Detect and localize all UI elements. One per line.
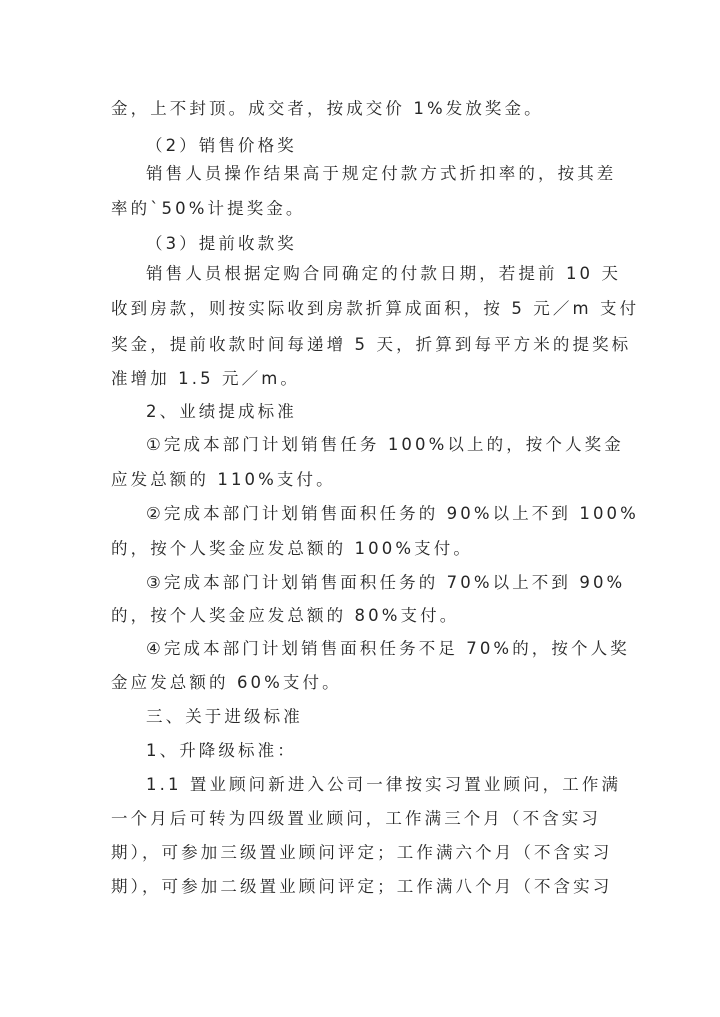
text-line: 的，按个人奖金应发总额的 80%支付。 [111, 606, 460, 625]
text-line: ③完成本部门计划销售面积任务的 70%以上不到 90% [146, 573, 626, 592]
text-line: 的，按个人奖金应发总额的 100%支付。 [111, 539, 473, 558]
text-line: 应发总额的 110%支付。 [111, 470, 336, 489]
text-line: 收到房款，则按实际收到房款折算成面积，按 5 元／m 支付 [111, 299, 640, 318]
section-heading: （3）提前收款奖 [146, 234, 297, 253]
text-line: 期），可参加三级置业顾问评定；工作满六个月（不含实习 [111, 843, 613, 862]
text-line: 奖金，提前收款时间每递增 5 天，折算到每平方米的提奖标 [111, 335, 632, 354]
text-line: 期），可参加二级置业顾问评定；工作满八个月（不含实习 [111, 877, 613, 896]
text-line: 一个月后可转为四级置业顾问，工作满三个月（不含实习 [111, 809, 601, 828]
text-line: 销售人员根据定购合同确定的付款日期，若提前 10 天 [146, 264, 622, 283]
text-line: 销售人员操作结果高于规定付款方式折扣率的，按其差 [146, 164, 617, 183]
section-heading: （2）销售价格奖 [146, 136, 297, 155]
text-line: 率的`50%计提奖金。 [111, 199, 306, 218]
text-line: 金应发总额的 60%支付。 [111, 673, 342, 692]
text-line: 1.1 置业顾问新进入公司一律按实习置业顾问，工作满 [146, 775, 622, 794]
section-heading: 三、关于进级标准 [146, 707, 303, 726]
text-line: ①完成本部门计划销售任务 100%以上的，按个人奖金 [146, 435, 624, 454]
section-heading: 2、业绩提成标准 [146, 402, 297, 421]
section-heading: 1、升降级标准： [146, 741, 297, 760]
text-line: ②完成本部门计划销售面积任务的 90%以上不到 100% [146, 504, 639, 523]
text-line: ④完成本部门计划销售面积任务不足 70%的，按个人奖 [146, 639, 630, 658]
text-line: 金，上不封顶。成交者，按成交价 1%发放奖金。 [111, 99, 544, 118]
text-line: 准增加 1.5 元／m。 [111, 369, 301, 388]
